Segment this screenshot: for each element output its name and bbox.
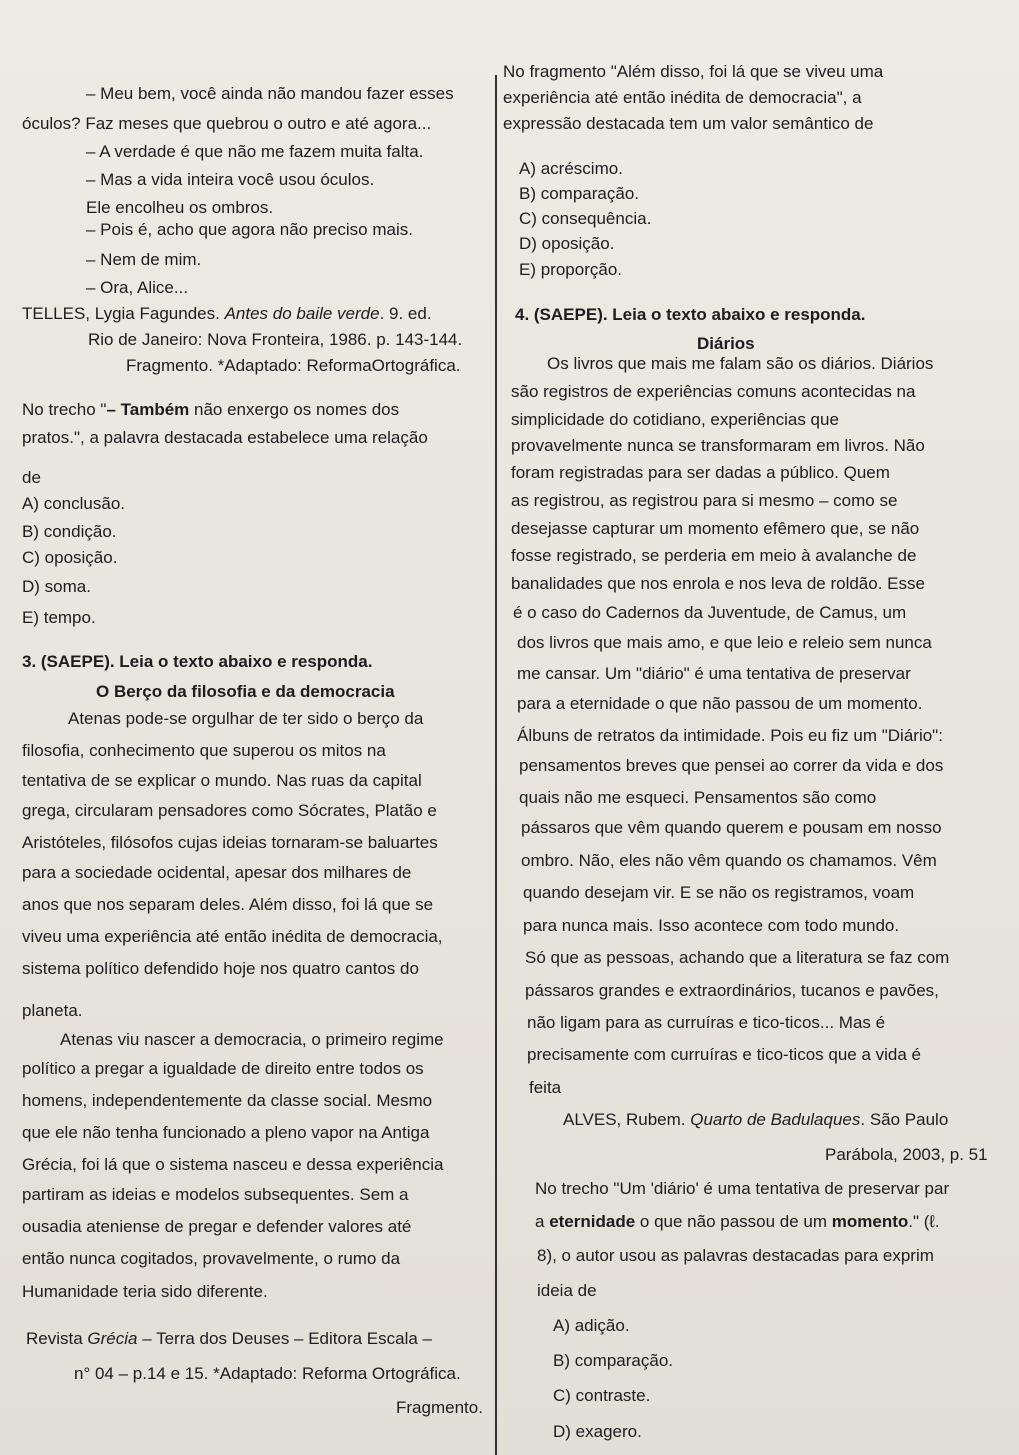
body-line: para a eternidade o que não passou de um momento.	[517, 694, 923, 713]
answer-option[interactable]: E) proporção.	[519, 260, 622, 279]
body-line: viveu uma experiência até então inédita de democracia,	[22, 927, 443, 946]
question-stem: experiência até então inédita de democracia", a	[503, 88, 862, 107]
answer-option[interactable]: C) consequência.	[519, 209, 652, 228]
body-line: não ligam para as curruíras e tico-ticos... Mas é	[527, 1013, 886, 1032]
dialogue-line: Ele encolheu os ombros.	[86, 198, 274, 217]
body-line: simplicidade do cotidiano, experiências que	[511, 410, 839, 429]
question-stem: No fragmento "Além disso, foi lá que se viveu uma	[503, 62, 884, 81]
body-line: as registrou, as registrou para si mesmo – como se	[511, 491, 898, 510]
question-2-stem: pratos.", a palavra destacada estabelece uma relação	[22, 428, 428, 447]
answer-option[interactable]: A) adição.	[553, 1316, 630, 1335]
body-line: pensamentos breves que pensei ao correr da vida e dos	[519, 756, 944, 775]
dialogue-line: – A verdade é que não me fazem muita falta.	[86, 142, 424, 161]
body-line: feita	[529, 1078, 562, 1097]
body-line: Aristóteles, filósofos cujas ideias tornaram-se baluartes	[22, 833, 438, 852]
body-line: Os livros que mais me falam são os diários. Diários	[547, 354, 934, 373]
body-line: desejasse capturar um momento efêmero que, se não	[511, 519, 920, 538]
body-line: filosofia, conhecimento que superou os mitos na	[22, 741, 386, 760]
body-line: Atenas viu nascer a democracia, o primeiro regime	[60, 1030, 444, 1049]
body-line: provavelmente nunca se transformaram em livros. Não	[511, 436, 925, 455]
body-line: ousadia ateniense de pregar e defender valores até	[22, 1217, 412, 1236]
source-citation-1: TELLES, Lygia Fagundes. Antes do baile verde. 9. ed.	[22, 304, 432, 323]
source-citation-2-line3: Fragmento.	[396, 1398, 483, 1417]
body-line: Humanidade teria sido diferente.	[22, 1282, 268, 1301]
body-line: então nunca cogitados, provavelmente, o rumo da	[22, 1249, 401, 1268]
body-line: me cansar. Um "diário" é uma tentativa de preservar	[517, 664, 911, 683]
body-line: Álbuns de retratos da intimidade. Pois eu fiz um "Diário":	[517, 726, 943, 745]
body-line: Atenas pode-se orgulhar de ter sido o berço da	[68, 709, 424, 728]
answer-option[interactable]: A) acréscimo.	[519, 159, 623, 178]
body-line: pássaros que vêm quando querem e pousam em nosso	[521, 818, 942, 837]
answer-option[interactable]: A) conclusão.	[22, 494, 125, 513]
body-line: são registros de experiências comuns acontecidas na	[511, 382, 916, 401]
dialogue-line: – Meu bem, você ainda não mandou fazer esses	[86, 84, 454, 103]
dialogue-line: – Mas a vida inteira você usou óculos.	[86, 170, 375, 189]
dialogue-line: – Ora, Alice...	[86, 278, 189, 297]
body-line: grega, circularam pensadores como Sócrates, Platão e	[22, 801, 437, 820]
question-stem: 8), o autor usou as palavras destacadas para exprim	[537, 1246, 934, 1265]
question-4-heading: 4. (SAEPE). Leia o texto abaixo e responda.	[515, 305, 866, 324]
answer-option[interactable]: E) tempo.	[22, 608, 96, 627]
text-title: Diários	[697, 334, 755, 353]
body-line: quando desejam vir. E se não os registramos, voam	[523, 883, 915, 902]
body-line: para a sociedade ocidental, apesar dos milhares de	[22, 863, 412, 882]
body-line: ombro. Não, eles não vêm quando os chamamos. Vêm	[521, 851, 937, 870]
source-citation-1-line3: Fragmento. *Adaptado: ReformaOrtográfica.	[126, 356, 461, 375]
answer-option[interactable]: D) soma.	[22, 577, 91, 596]
body-line: anos que nos separam deles. Além disso, foi lá que se	[22, 895, 434, 914]
answer-option[interactable]: D) exagero.	[553, 1422, 642, 1441]
right-column	[503, 60, 1019, 1455]
column-divider	[495, 75, 497, 1455]
body-line: quais não me esqueci. Pensamentos são como	[519, 788, 877, 807]
body-line: planeta.	[22, 1001, 83, 1020]
body-line: que ele não tenha funcionado a pleno vapor na Antiga	[22, 1123, 430, 1142]
dialogue-line: – Nem de mim.	[86, 250, 202, 269]
answer-option[interactable]: B) comparação.	[519, 184, 639, 203]
question-stem: expressão destacada tem um valor semântico de	[503, 114, 874, 133]
answer-option[interactable]: D) oposição.	[519, 234, 615, 253]
question-3-heading: 3. (SAEPE). Leia o texto abaixo e responda.	[22, 652, 373, 671]
text-title: O Berço da filosofia e da democracia	[96, 682, 395, 701]
dialogue-line: óculos? Faz meses que quebrou o outro e até agora...	[22, 114, 432, 133]
body-line: foram registradas para ser dadas a público. Quem	[511, 463, 890, 482]
source-citation-2-line2: n° 04 – p.14 e 15. *Adaptado: Reforma Ortográfica.	[74, 1364, 461, 1383]
body-line: homens, independentemente da classe social. Mesmo	[22, 1091, 433, 1110]
body-line: dos livros que mais amo, e que leio e releio sem nunca	[517, 633, 932, 652]
body-line: sistema político defendido hoje nos quatro cantos do	[22, 959, 419, 978]
question-2-stem: No trecho "– Também não enxergo os nomes dos	[22, 400, 400, 419]
body-line: partiram as ideias e modelos subsequentes. Sem a	[22, 1185, 409, 1204]
body-line: precisamente com curruíras e tico-ticos que a vida é	[527, 1045, 922, 1064]
question-stem: No trecho "Um 'diário' é uma tentativa de preservar par	[535, 1179, 950, 1198]
question-stem: ideia de	[537, 1281, 597, 1300]
body-line: tentativa de se explicar o mundo. Nas ruas da capital	[22, 771, 422, 790]
body-line: para nunca mais. Isso acontece com todo mundo.	[523, 916, 900, 935]
body-line: Grécia, foi lá que o sistema nasceu e dessa experiência	[22, 1155, 444, 1174]
answer-option[interactable]: C) oposição.	[22, 548, 118, 567]
source-citation-3-line2: Parábola, 2003, p. 51	[825, 1145, 988, 1164]
answer-option[interactable]: C) contraste.	[553, 1386, 651, 1405]
body-line: político a pregar a igualdade de direito entre todos os	[22, 1059, 424, 1078]
body-line: banalidades que nos enrola e nos leva de roldão. Esse	[511, 574, 925, 593]
body-line: Só que as pessoas, achando que a literatura se faz com	[525, 948, 950, 967]
source-citation-3: ALVES, Rubem. Quarto de Badulaques. São Paulo	[563, 1110, 949, 1129]
dialogue-line: – Pois é, acho que agora não preciso mais.	[86, 220, 413, 239]
question-stem: a eternidade o que não passou de um momento." (ℓ.	[535, 1212, 940, 1231]
question-2-stem: de	[22, 468, 41, 487]
body-line: pássaros grandes e extraordinários, tucanos e pavões,	[525, 981, 939, 1000]
source-citation-2: Revista Grécia – Terra dos Deuses – Editora Escala –	[26, 1329, 433, 1348]
source-citation-1-line2: Rio de Janeiro: Nova Fronteira, 1986. p. 143-144.	[88, 330, 463, 349]
answer-option[interactable]: B) condição.	[22, 522, 117, 541]
answer-option[interactable]: B) comparação.	[553, 1351, 673, 1370]
body-line: fosse registrado, se perderia em meio à avalanche de	[511, 546, 917, 565]
body-line: é o caso do Cadernos da Juventude, de Camus, um	[513, 603, 907, 622]
